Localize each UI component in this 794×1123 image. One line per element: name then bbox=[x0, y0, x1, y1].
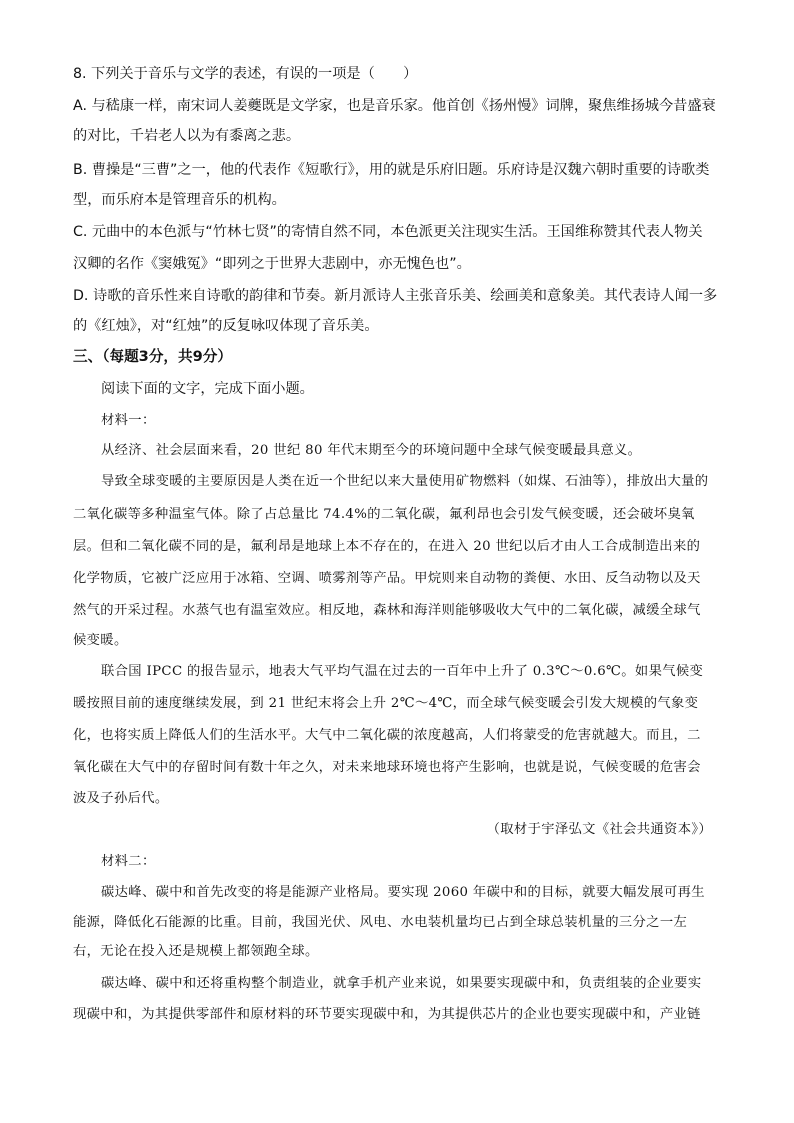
material-1-line: 候变暖。 bbox=[73, 633, 128, 648]
material-1-line: 波及子孙后代。 bbox=[73, 791, 169, 806]
material-2-line: 能源，降低化石能源的比重。目前，我国光伏、风电、水电装机量均已占到全球总装机量的三分之一左 bbox=[73, 915, 688, 930]
material-2-line: 现碳中和，为其提供零部件和原材料的环节要实现碳中和，为其提供芯片的企业也要实现碳中和，产业链 bbox=[73, 1007, 701, 1022]
option-b-line-1: B. 曹操是“三曹”之一，他的代表作《短歌行》，用的就是乐府旧题。乐府诗是汉魏六朝时重要的诗歌类 bbox=[73, 162, 710, 178]
material-1-source: （取材于宇泽弘文《社会共通资本》） bbox=[486, 822, 712, 837]
material-1-label: 材料一： bbox=[101, 413, 156, 428]
material-1-line: 二氧化碳等多种温室气体。除了占总量比 74.4%的二氧化碳，氟利昂也会引发气候变暖，还会破坏臭氧 bbox=[73, 507, 695, 522]
option-d-line-2: 的《红烛》，对“红烛”的反复咏叹体现了音乐美。 bbox=[73, 318, 379, 334]
option-b-line-2: 型，而乐府本是管理音乐的机构。 bbox=[73, 192, 286, 208]
material-2-line: 右，无论在投入还是规模上都领跑全球。 bbox=[73, 944, 319, 959]
option-a-line-1: A. 与嵇康一样，南宋词人姜夔既是文学家，也是音乐家。他首创《扬州慢》词牌，聚焦维扬城今昔盛衰 bbox=[73, 98, 716, 114]
material-1-line: 暖按照目前的速度继续发展，到 21 世纪末将会上升 2℃～4℃，而全球气候变暖会引发大规模的气象变 bbox=[73, 696, 699, 711]
material-1-line: 氧化碳在大气中的存留时间有数十年之久，对未来地球环境也将产生影响，也就是说，气候变暖的危害会 bbox=[73, 760, 701, 775]
material-1-line: 化，也将实质上降低人们的生活水平。大气中二氧化碳的浓度越高，人们将蒙受的危害就越大。而且，二 bbox=[73, 728, 701, 743]
option-c-line-1: C. 元曲中的本色派与“竹林七贤”的寄情自然不同，本色派更关注现实生活。王国维称赞其代表人物关 bbox=[73, 224, 703, 240]
material-1-line: 然气的开采过程。水蒸气也有温室效应。相反地，森林和海洋则能够吸收大气中的二氧化碳，减缓全球气 bbox=[73, 603, 701, 618]
option-c-line-2: 汉卿的名作《窦娥冤》“即列之于世界大悲剧中，亦无愧色也”。 bbox=[73, 256, 471, 272]
material-1-line: 从经济、社会层面来看，20 世纪 80 年代末期至今的环境问题中全球气候变暖最具意义。 bbox=[101, 443, 642, 458]
material-2-line: 碳达峰、碳中和首先改变的将是能源产业格局。要实现 2060 年碳中和的目标，就要大幅发展可再生 bbox=[101, 885, 705, 900]
reading-instruction: 阅读下面的文字，完成下面小题。 bbox=[101, 381, 314, 397]
material-1-line: 联合国 IPCC 的报告显示，地表大气平均气温在过去的一百年中上升了 0.3℃～0.6℃。如果气候变 bbox=[101, 664, 704, 679]
material-1-line: 导致全球变暖的主要原因是人类在近一个世纪以来大量使用矿物燃料（如煤、石油等），排放出大量的 bbox=[101, 474, 709, 489]
material-2-label: 材料二： bbox=[101, 854, 156, 869]
material-2-line: 碳达峰、碳中和还将重构整个制造业，就拿手机产业来说，如果要实现碳中和，负责组装的企业要实 bbox=[101, 976, 702, 991]
option-a-line-2: 的对比，千岩老人以为有黍离之悲。 bbox=[73, 128, 301, 144]
question-8-stem: 8. 下列关于音乐与文学的表述，有误的一项是（ ） bbox=[73, 66, 418, 82]
option-d-line-1: D. 诗歌的音乐性来自诗歌的韵律和节奏。新月派诗人主张音乐美、绘画美和意象美。其代表诗人闻一多 bbox=[73, 288, 718, 304]
section-3-heading: 三、（每题3分，共9分） bbox=[73, 348, 232, 365]
material-1-line: 化学物质，它被广泛应用于冰箱、空调、喷雾剂等产品。甲烷则来自动物的粪便、水田、反刍动物以及天 bbox=[73, 571, 701, 586]
material-1-line: 层。但和二氧化碳不同的是，氟利昂是地球上本不存在的，在进入 20 世纪以后才由人工合成制造出来的 bbox=[73, 539, 701, 554]
